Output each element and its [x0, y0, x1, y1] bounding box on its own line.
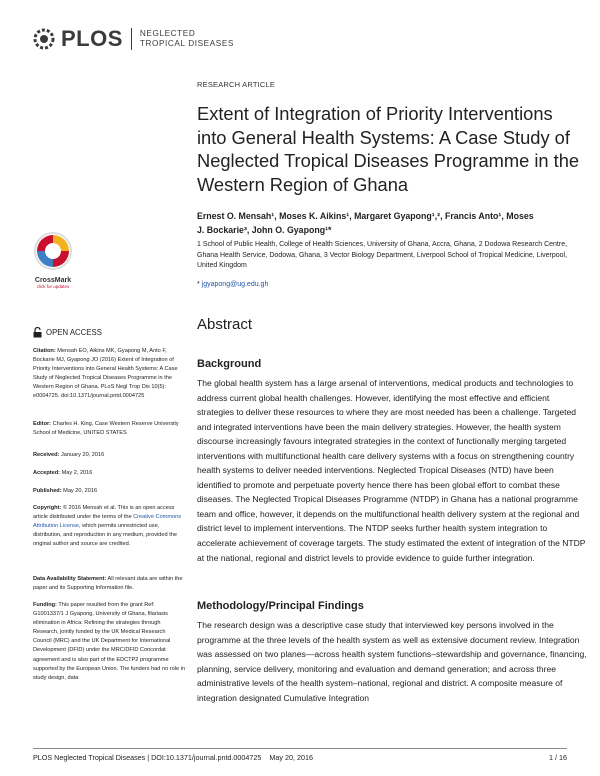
journal-logo[interactable] — [33, 26, 234, 52]
crossmark-badge[interactable] — [33, 231, 73, 289]
article-type: RESEARCH ARTICLE — [197, 80, 276, 89]
corresponding-email — [197, 281, 268, 288]
data-availability-text: All relevant data are within the paper and its Supporting Information file. — [33, 576, 183, 592]
affiliations: 1 School of Public Health, College of Health Sciences, University of Ghana, Accra, Ghana, 2 Dodowa Research Centre, Ghana Health Service, Dodowa, Ghana, 3 Vector Biology Department, Liverpool School of Tropical Medicine, Liverpool, United Kingdom — [197, 241, 568, 269]
email-prefix: * — [197, 281, 202, 288]
accepted-label: Accepted: — [33, 470, 61, 476]
citation-block — [33, 347, 185, 402]
copyright-text-post: , which permits unrestricted use, distribution, and reproduction in any medium, provided the original author and source are credited. — [33, 523, 177, 548]
data-availability-block — [33, 575, 185, 593]
editor-block — [33, 420, 185, 438]
published-label: Published: — [33, 488, 62, 494]
open-lock-icon — [33, 327, 42, 338]
citation-label: Citation: — [33, 348, 56, 354]
crossmark-subtitle: click for updates — [36, 284, 70, 289]
footer-citation: PLOS Neglected Tropical Diseases | DOI:10.1371/journal.pntd.0004725 May 20, 2016 — [33, 753, 313, 762]
funding-block — [33, 601, 185, 683]
email-link[interactable]: jgyapong@ug.edu.gh — [201, 281, 269, 288]
plos-logo-icon — [33, 28, 55, 50]
open-access-label — [33, 327, 102, 338]
copyright-text-pre: © 2016 Mensah et al. This is an open access article distributed under the terms of the — [33, 505, 175, 521]
crossmark-icon — [33, 231, 73, 271]
background-heading: Background — [197, 358, 262, 370]
data-availability-label: Data Availability Statement: — [33, 576, 107, 582]
license-link[interactable]: Creative Commons Attribution License — [33, 514, 182, 530]
journal-name — [140, 29, 234, 49]
received-date: January 20, 2016 — [61, 452, 105, 458]
author-list — [197, 209, 577, 237]
article-title: Extent of Integration of Priority Interventions into General Health Systems: A Case Study of Neglected Tropical Diseases Programme in the Western Region of Ghana — [197, 103, 580, 195]
copyright-block — [33, 504, 185, 549]
authors-line2: J. Bockarie³, John O. Gyapong¹* — [197, 225, 332, 235]
journal-name-line2: TROPICAL DISEASES — [139, 39, 234, 48]
background-text: The global health system has a large arsenal of interventions, medical products and technologies to address current global health challenges. However, identifying the most effective and efficient strategies to deliver these resources to where they are most needed has been a challenge. Targeted and integrated interventions have been the main delivery strategies. However, the health system discourse increasingly favours integrated strategies in the context of functionally merging targeted interventions with multifunctional health care delivery systems with a focus on strengthening country health systems to deliver needed interventions. Neglected Tropical Diseases (NTD) have been identified to promote and perpetuate poverty hence there has been global effort to combat these diseases. The Neglected Tropical Diseases Programme (NTDP) in Ghana has a national programme team and office, however, it depends on the multifunctional health delivery system at the regional and district level to implement interventions. The NTDP seeks further health system integration to accelerate achievement of coverage targets. The study estimated the extent of integration of the NTDP at the national, regional and district levels to provide evidence to guide further integration. — [197, 378, 586, 563]
authors-line1: Ernest O. Mensah¹, Moses K. Aikins¹, Margaret Gyapong¹,², Francis Anto¹, Moses — [197, 211, 534, 221]
footer-divider — [33, 748, 567, 749]
citation-text: Mensah EO, Aikins MK, Gyapong M, Anto F, Bockarie MJ, Gyapong JO (2016) Extent of Integration of Priority Interventions into General Health Systems: A Case Study of Neglected Tropical Diseases Programme in the Western Region of Ghana. PLoS Negl Trop Dis 10(5): e0004725. doi:10.1371/journal.pntd.0004725 — [33, 348, 178, 400]
funding-text: This paper resulted from the grant Ref: G1001337/1 J Gyapong, University of Ghana, filariasis elimination in Africa: Refining the strategies through Research, jointly funded by the UK Medical Research Council (MRC) and the UK Department for International Development (DFID) under the MRC/DFID Concordat agreement and is also part of the EDCTP2 programme supported by the European Union. The funders had no role in study design, data — [33, 602, 185, 681]
abstract-heading: Abstract — [197, 316, 253, 333]
accepted-block — [33, 469, 185, 478]
received-label: Received: — [33, 452, 60, 458]
published-date: May 20, 2016 — [63, 488, 98, 494]
journal-name-line1: NEGLECTED — [139, 29, 196, 38]
published-block — [33, 487, 185, 496]
open-access-text: OPEN ACCESS — [46, 328, 102, 337]
received-block — [33, 451, 185, 460]
accepted-date: May 2, 2016 — [61, 470, 93, 476]
copyright-label: Copyright: — [33, 505, 62, 511]
logo-text: PLOS — [61, 26, 123, 51]
page-number: 1 / 16 — [549, 753, 567, 762]
logo-divider — [131, 28, 132, 50]
methods-heading: Methodology/Principal Findings — [197, 600, 364, 612]
editor-label: Editor: — [33, 421, 52, 427]
editor-text: Charles H. King, Case Western Reserve University School of Medicine, UNITED STATES — [33, 421, 179, 437]
crossmark-title: CrossMark — [34, 277, 72, 284]
methods-text: The research design was a descriptive case study that interviewed key persons involved in the programme at the three levels of the health system as well as extensive document review. Integration was assessed on two planes—across health system functions–stewardship and governance, financing, planning, service delivery, monitoring and evaluation and demand generation; and across three administrative levels of the health system–national, regional and district. A composite measure of integration designated Cumulative Integration — [197, 620, 587, 703]
funding-label: Funding: — [33, 602, 57, 608]
